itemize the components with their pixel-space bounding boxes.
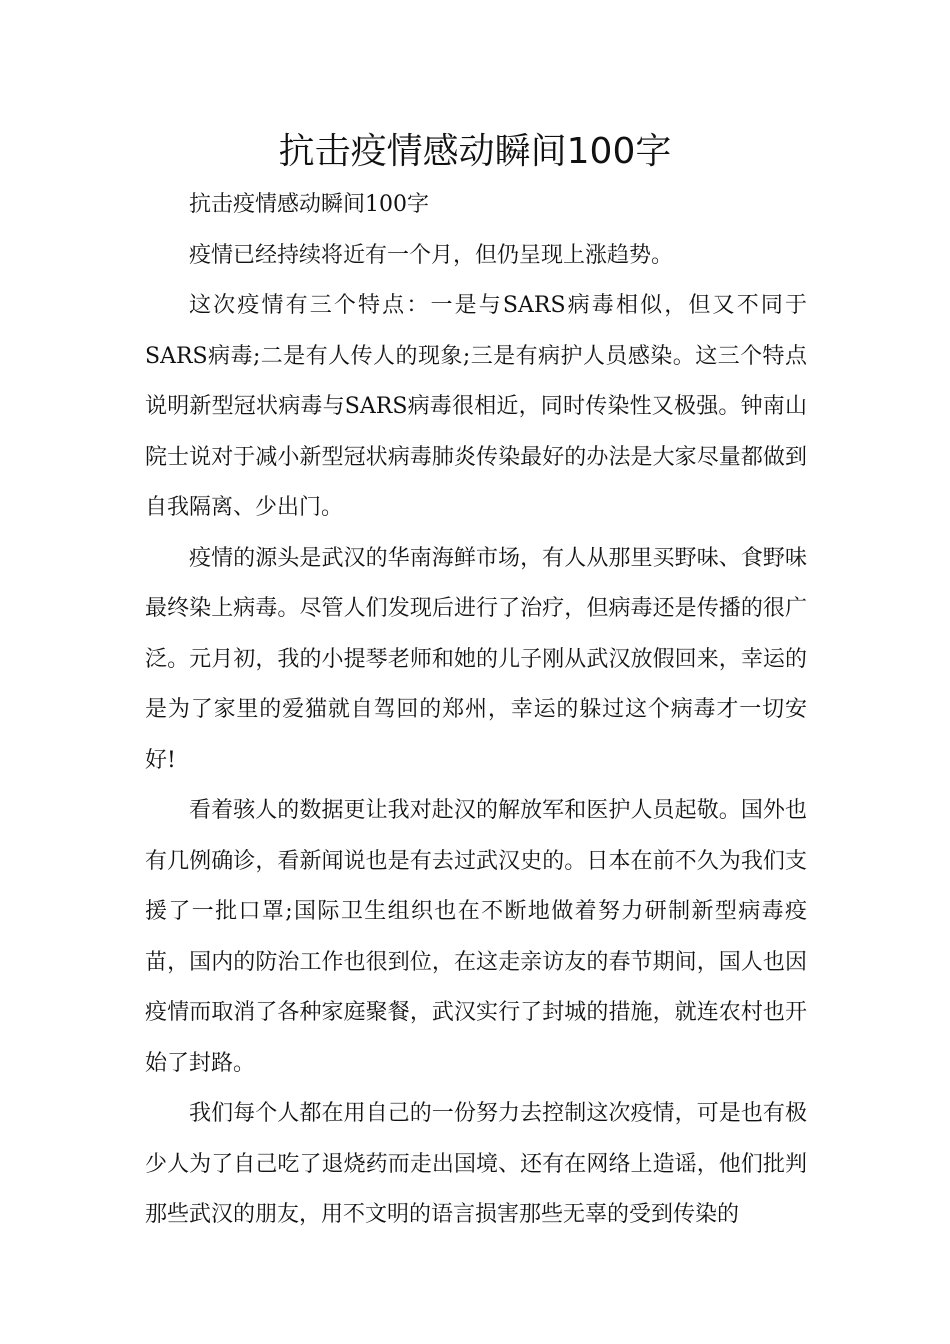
paragraph: 疫情的源头是武汉的华南海鲜市场，有人从那里买野味、食野味最终染上病毒。尽管人们发现后进行了治疗，但病毒还是传播的很广泛。元月初，我的小提琴老师和她的儿子刚从武汉放假回来，幸运的是为了家里的爱猫就自驾回的郑州，幸运的躲过这个病毒才一切安好! — [145, 545, 807, 773]
paragraph: 这次疫情有三个特点：一是与SARS病毒相似，但又不同于SARS病毒;二是有人传人的现象;三是有病护人员感染。这三个特点说明新型冠状病毒与SARS病毒很相近，同时传染性又极强。钟南山院士说对于减小新型冠状病毒肺炎传染最好的办法是大家尽量都做到自我隔离、少出门。 — [145, 293, 807, 520]
document-body — [145, 180, 807, 1241]
paragraph-subtitle: 抗击疫情感动瞬间100字 — [189, 192, 429, 217]
paragraph: 看着骇人的数据更让我对赴汉的解放军和医护人员起敬。国外也有几例确诊，看新闻说也是有去过武汉史的。日本在前不久为我们支援了一批口罩;国际卫生组织也在不断地做着努力研制新型病毒疫苗，国内的防治工作也很到位，在这走亲访友的春节期间，国人也因疫情而取消了各种家庭聚餐，武汉实行了封城的措施，就连农村也开始了封路。 — [145, 798, 807, 1076]
document-title: 抗击疫情感动瞬间100字 — [278, 131, 672, 172]
paragraph: 我们每个人都在用自己的一份努力去控制这次疫情，可是也有极少人为了自己吃了退烧药而走出国境、还有在网络上造谣，他们批判那些武汉的朋友，用不文明的语言损害那些无辜的受到传染的 — [145, 1101, 807, 1227]
paragraph: 疫情已经持续将近有一个月，但仍呈现上涨趋势。 — [189, 242, 674, 268]
